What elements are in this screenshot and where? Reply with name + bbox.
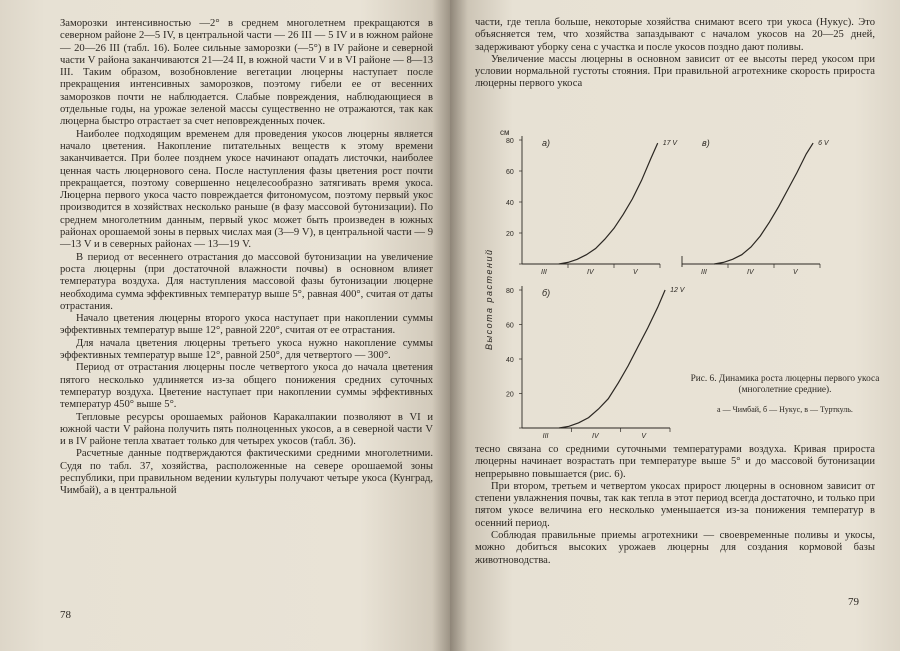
y-unit-label: см <box>500 128 510 137</box>
x-tick-label: IV <box>587 269 594 276</box>
x-tick-label: V <box>793 269 798 276</box>
paragraph: В период от весеннего отрастания до массовой бутонизации на увеличение роста люцерны (при достаточной влажности почвы) в основном влияет температура воздуха. Для наступления массовой фазы бутонизации люцерне необходима сумма эффективных температур выше 5°, равная 400°, считая от даты отрастания. <box>60 251 433 312</box>
x-tick-label: III <box>541 269 547 276</box>
x-tick-label: III <box>542 433 549 440</box>
paragraph: Расчетные данные подтверждаются фактическими средними многолетними. Судя по табл. 37, хозяйства, расположенные на севере орошаемой зоны республики, при правильном ведении культуры получают четыре укоса (Кунград, Чимбай), а в центральной <box>60 448 433 497</box>
x-tick-label: V <box>641 433 647 440</box>
figure-caption: Рис. 6. Динамика роста люцерны первого укоса (многолетние средние). <box>690 374 880 395</box>
y-tick-label: 60 <box>506 322 514 330</box>
right-page-text-bottom <box>475 444 875 567</box>
y-tick-label: 40 <box>506 200 514 207</box>
figure-legend: а — Чимбай, б — Нукус, в — Турткуль. <box>717 405 853 414</box>
figure-6 <box>450 120 900 440</box>
paragraph: Заморозки интенсивностью —2° в среднем многолетнем прекращаются в северном районе 2—5 IV, в центральной части — 26 III — 5 IV и в южном районе — 20—26 III (табл. 16). Более сильные заморозки (—5°) в IV районе и северной части V района заканчиваются 21—24 II, в южной части V и в VI районе — 8—13 III. Таким образом, возобновление вегетации люцерны наступает после прекращения интенсивных заморозков, поэтому гибели ее от весенних заморозков почти не наблюдается. Слабые повреждения, наблюдающиеся в отдельные годы, на урожае зеленой массы существенно не отражаются, так как люцерна быстро отрастает за счет неповрежденных почек. <box>60 18 433 128</box>
y-axis-title: Высота растений <box>484 248 494 350</box>
paragraph: части, где тепла больше, некоторые хозяйства снимают всего три укоса (Нукус). Это объясняется тем, что хозяйства запаздывают с началом укосов на 20—25 дней, задерживают уборку сена с участка и после укосов поздно дают поливы. <box>475 17 875 53</box>
paragraph: Увеличение массы люцерны в основном зависит от ее высоты перед укосом при условии нормальной густоты стояния. При правильной агротехнике скорость прироста люцерны первого укоса <box>475 53 875 90</box>
y-tick-label: 20 <box>506 231 514 238</box>
growth-curve <box>714 143 813 264</box>
left-page-text <box>60 18 433 498</box>
y-tick-label: 80 <box>506 288 514 295</box>
paragraph: Период от отрастания люцерны после четвертого укоса до начала цветения пятого несколько удлиняется из-за общего понижения средних суточных температур воздуха. Цветение наступает при накоплении суммы эффективных температур 450° выше 5°. <box>60 362 433 411</box>
right-page-text-top <box>475 17 875 91</box>
growth-curve <box>559 143 658 264</box>
paragraph: Начало цветения люцерны второго укоса наступает при накоплении суммы эффективных температур выше 12°, равной 220°, считая от ее отрастания. <box>60 313 433 337</box>
y-tick-label: 20 <box>506 391 514 399</box>
y-tick-label: 80 <box>506 138 514 145</box>
right-page <box>450 0 900 651</box>
curve-end-label: 6 V <box>818 140 829 148</box>
panel-label: а) <box>542 138 551 148</box>
growth-curve <box>559 290 665 428</box>
x-tick-label: V <box>633 269 638 276</box>
paragraph: Наиболее подходящим временем для проведения укосов люцерны является начало цветения. Накопление питательных веществ к этому времени заканчивается. При более позднем укосе начинают опадать листочки, наиболее ценная часть люцернового сена. После наступления фазы цветения рост почти прекращается, поэтому совершенно нецелесообразно затягивать время укоса. Люцерна первого укоса часто повреждается фитономусом, поэтому первый укос производится в хозяйствах несколько раньше (в фазу массовой бутонизации). По среднем многолетним данным, первый укос может быть произведен в южных районах орошаемой зоны в первых числах мая (3—9 V), в центральной части — 9—13 V и в северных районах — 13—19 V. <box>60 128 433 251</box>
x-tick-label: IV <box>592 433 599 440</box>
curve-end-label: 12 V <box>670 287 685 294</box>
paragraph: Тепловые ресурсы орошаемых районов Каракалпакии позволяют в VI и южной части V района получить пять полноценных укосов, а в северной части V и в IV районе тепла хватает только для четырех укосов (табл. 36). <box>60 411 433 448</box>
paragraph: При втором, третьем и четвертом укосах прирост люцерны в основном зависит от степени увлажнения почвы, так как тепла в этот период всегда достаточно, и только при пятом укосе величина его несколько уменьшается из-за понижения температур в осенний период. <box>475 480 875 529</box>
paragraph: Соблюдая правильные приемы агротехники — своевременные поливы и укосы, можно добиться высоких урожаев люцерны для создания кормовой базы животноводства. <box>475 530 875 566</box>
page-number-left: 78 <box>60 609 71 621</box>
y-tick-label: 40 <box>506 357 514 364</box>
paragraph: тесно связана со средними суточными температурами воздуха. Кривая прироста люцерны начинает возрастать при температуре выше 5° и до массовой бутонизации непрерывно повышается (рис. 6). <box>475 444 875 480</box>
x-tick-label: III <box>701 269 707 276</box>
x-tick-label: IV <box>747 269 754 276</box>
page-number-right: 79 <box>848 596 859 608</box>
panel-label: б) <box>542 288 551 298</box>
paragraph: Для начала цветения люцерны третьего укоса нужно накопление суммы эффективных температур выше 12°, равной 250°, для четвертого — 300°. <box>60 337 433 362</box>
y-tick-label: 60 <box>506 169 514 176</box>
curve-end-label: 17 V <box>662 140 678 148</box>
panel-label: в) <box>702 138 710 148</box>
